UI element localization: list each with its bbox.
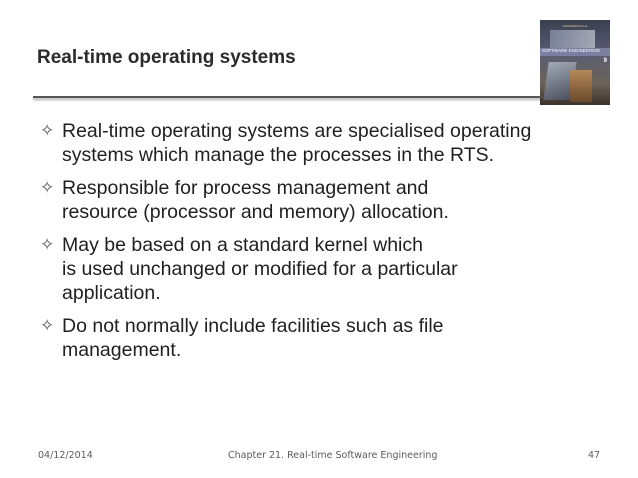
four-pointed-star-icon: ✧ xyxy=(40,121,55,140)
cover-edition: 9 xyxy=(603,58,607,64)
bullet-text: May be based on a standard kernel which is used unchanged or modified for a particular application. xyxy=(62,234,458,304)
title-divider xyxy=(33,96,542,98)
bullet-item xyxy=(40,314,600,362)
four-pointed-star-icon: ✧ xyxy=(40,316,55,335)
bullet-text: Real-time operating systems are specialised operating systems which manage the processes in the RTS. xyxy=(62,120,532,166)
book-cover-image xyxy=(540,20,610,105)
cover-author: SOMMERVILLE xyxy=(562,24,588,28)
bullet-item xyxy=(40,233,600,305)
bullet-text: Do not normally include facilities such as file management. xyxy=(62,315,444,361)
four-pointed-star-icon: ✧ xyxy=(40,178,55,197)
footer-page-number: 47 xyxy=(588,450,601,461)
bullet-list xyxy=(40,119,600,371)
slide-title: Real-time operating systems xyxy=(37,47,296,68)
cover-art-sky xyxy=(550,30,595,48)
bullet-text: Responsible for process management and resource (processor and memory) allocation. xyxy=(62,177,449,223)
bullet-item xyxy=(40,119,600,167)
footer-chapter-title: Chapter 21. Real-time Software Engineering xyxy=(228,450,438,461)
four-pointed-star-icon: ✧ xyxy=(40,235,55,254)
cover-title: SOFTWARE ENGINEERING xyxy=(542,48,601,53)
cover-art-structure xyxy=(570,70,592,102)
bullet-item xyxy=(40,176,600,224)
footer-date: 04/12/2014 xyxy=(38,450,93,461)
